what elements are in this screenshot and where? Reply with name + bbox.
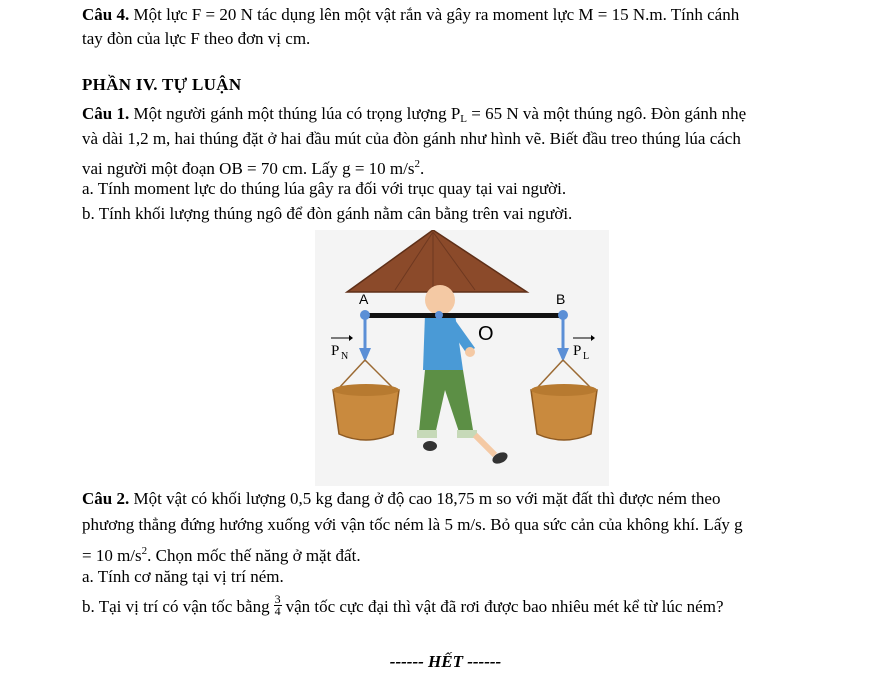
carrying-pole	[361, 313, 565, 318]
corn-basket-icon	[333, 390, 399, 440]
c2-line3	[82, 540, 361, 567]
c2-part-a: a. Tính cơ năng tại vị trí ném.	[82, 567, 284, 586]
label-b: B	[556, 291, 566, 307]
section-heading: PHẦN IV. TỰ LUẬN	[82, 75, 242, 94]
label-pl-sub: L	[583, 351, 590, 362]
c2-text-3a: = 10 m/s	[82, 546, 142, 565]
c2-text-3sup: 2	[141, 545, 148, 557]
c1-text-1sub: L	[460, 113, 468, 125]
rice-basket-icon	[531, 390, 597, 440]
c1-text-3sup: 2	[414, 158, 420, 170]
c1-line1	[82, 103, 746, 130]
c1-line3	[82, 153, 424, 180]
c1-text-3b: .	[420, 159, 425, 178]
c1-part-b: b. Tính khối lượng thúng ngô để đòn gánh nằm cân bằng trên vai người.	[82, 204, 573, 223]
c1-part-a: a. Tính moment lực do thúng lúa gây ra đối với trục quay tại vai người.	[82, 179, 567, 198]
c2-text-1: Một vật có khối lượng 0,5 kg đang ở độ cao 18,75 m so với mặt đất thì được ném theo	[129, 489, 721, 508]
head-icon	[425, 285, 455, 315]
label-pn: P	[331, 343, 340, 359]
q4-line2	[82, 28, 310, 50]
label-pn-sub: N	[341, 351, 349, 362]
c1-text-1a: Một người gánh một thúng lúa có trọng lượng P	[129, 104, 461, 123]
q4-label: Câu 4.	[82, 5, 130, 24]
c2-text-3b: . Chọn mốc thế năng ở mặt đất.	[147, 546, 361, 565]
label-o: O	[478, 323, 494, 345]
c1-line2	[82, 128, 741, 150]
carrying-pole-figure	[315, 230, 609, 486]
q4-text-1: Một lực F = 20 N tác dụng lên một vật rắn và gây ra moment lực M = 15 N.m. Tính cánh	[129, 5, 740, 24]
point-o-marker	[435, 311, 443, 319]
fraction-three-quarters	[274, 591, 282, 618]
q4-line1	[82, 4, 739, 26]
q4-text-2: tay đòn của lực F theo đơn vị cm.	[82, 29, 311, 48]
end-marker: ------ HẾT ------	[389, 652, 502, 671]
c1-text-1b: = 65 N và một thúng ngô. Đòn gánh nhẹ	[467, 104, 747, 123]
c1-text-2: và dài 1,2 m, hai thúng đặt ở hai đầu mút của đòn gánh như hình vẽ. Biết đầu treo thúng lúa cách	[82, 129, 741, 148]
c1-label: Câu 1.	[82, 104, 130, 123]
fraction-numerator: 3	[274, 591, 281, 606]
label-pl: P	[573, 343, 582, 359]
c2-part-b-post: vận tốc cực đại thì vật đã rơi được bao nhiêu mét kể từ lúc ném?	[285, 597, 724, 616]
c2-line1	[82, 488, 720, 510]
c2-line2	[82, 514, 743, 536]
c2-part-b-pre: b. Tại vị trí có vận tốc bằng	[82, 597, 270, 616]
c2-part-b	[82, 591, 724, 620]
c1-text-3a: vai người một đoạn OB = 70 cm. Lấy g = 10 m/s	[82, 159, 415, 178]
fraction-denominator: 4	[274, 603, 281, 618]
c2-text-2: phương thẳng đứng hướng xuống với vận tốc ném là 5 m/s. Bỏ qua sức cản của không khí. Lấy g	[82, 515, 743, 534]
c2-label: Câu 2.	[82, 489, 130, 508]
label-a: A	[359, 291, 369, 307]
